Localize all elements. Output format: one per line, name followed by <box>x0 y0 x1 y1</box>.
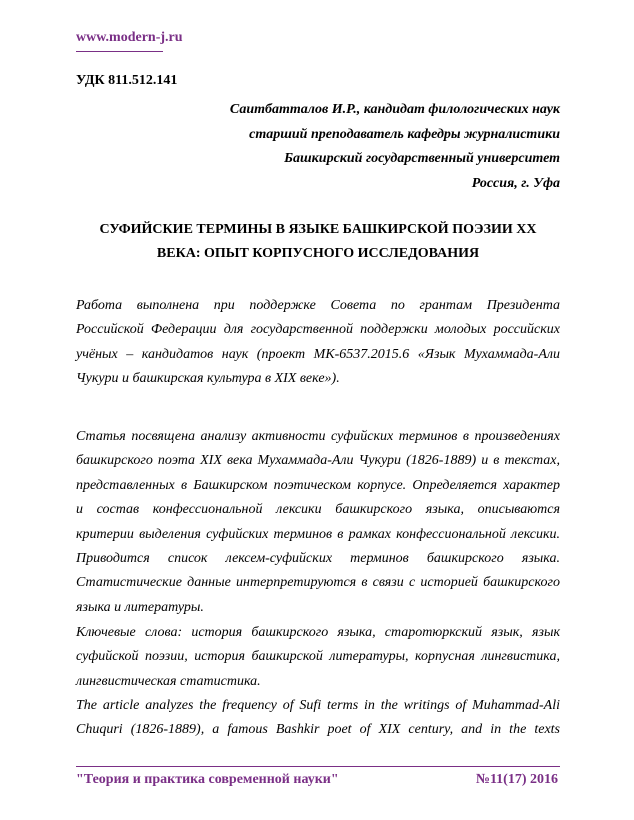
article-title <box>76 218 560 266</box>
english-line: Chuquri (1826-1889), a famous Bashkir poet of XIX century, and in the texts <box>76 722 560 738</box>
abstract-line: языка и литературы. <box>76 599 204 615</box>
abstract-line: и состав конфессиональной лексики башкирского языка, описываются <box>76 502 560 518</box>
english-abstract <box>76 694 560 743</box>
footer-divider <box>76 766 560 767</box>
abstract-line: представленных в Башкирском поэтическом корпусе. Определяется характер <box>76 477 560 493</box>
abstract-line: Статистические данные интерпретируются в связи с историей башкирского <box>76 575 560 591</box>
udc-code: УДК 811.512.141 <box>76 73 178 88</box>
keywords-line: суфийской поэзии, история башкирской литературы, корпусная лингвистика, <box>76 649 560 665</box>
title-line: СУФИЙСКИЕ ТЕРМИНЫ В ЯЗЫКЕ БАШКИРСКОЙ ПОЭЗИИ XX <box>99 222 537 237</box>
author-location-line: Россия, г. Уфа <box>471 175 560 191</box>
abstract-line: критерии выделения суфийских терминов в рамках конфессиональной лексики. <box>76 526 560 542</box>
keywords-line: лингвистическая статистика. <box>76 673 261 689</box>
abstract-line: Статья посвящена анализу активности суфийских терминов в произведениях <box>76 429 560 444</box>
grant-line: Работа выполнена при поддержке Совета по грантам Президента <box>76 298 560 313</box>
author-position-line: старший преподаватель кафедры журналистики <box>249 126 560 142</box>
title-line: ВЕКА: ОПЫТ КОРПУСНОГО ИССЛЕДОВАНИЯ <box>156 246 480 261</box>
author-name-line: Саитбатталов И.Р., кандидат филологических наук <box>229 102 560 117</box>
journal-name: "Теория и практика современной науки" <box>76 772 339 787</box>
site-link[interactable]: www.modern-j.ru <box>76 30 183 45</box>
grant-line: учёных – кандидатов наук (проект МК-6537.2015.6 «Язык Мухаммада-Али <box>76 346 560 362</box>
keywords-line: Ключевые слова: история башкирского языка, старотюркский язык, язык <box>76 625 560 640</box>
grant-line: Российской Федерации для государственной поддержки молодых российских <box>76 322 560 338</box>
english-line: The article analyzes the frequency of Sufi terms in the writings of Muhammad-Ali <box>76 698 560 713</box>
issue-number: №11(17) 2016 <box>475 772 558 787</box>
abstract-line: Приводится список лексем-суфийских терминов башкирского языка. <box>76 550 560 566</box>
abstract-line: башкирского поэта XIX века Мухаммада-Али Чукури (1826-1889) и в текстах, <box>76 453 560 469</box>
grant-line: Чукури и башкирская культура в XIX веке»). <box>76 371 340 387</box>
grant-note <box>76 294 560 392</box>
author-affiliation-line: Башкирский государственный университет <box>284 151 560 166</box>
keywords <box>76 621 560 694</box>
site-underline <box>76 51 163 52</box>
author-block <box>230 98 560 196</box>
abstract <box>76 425 560 620</box>
